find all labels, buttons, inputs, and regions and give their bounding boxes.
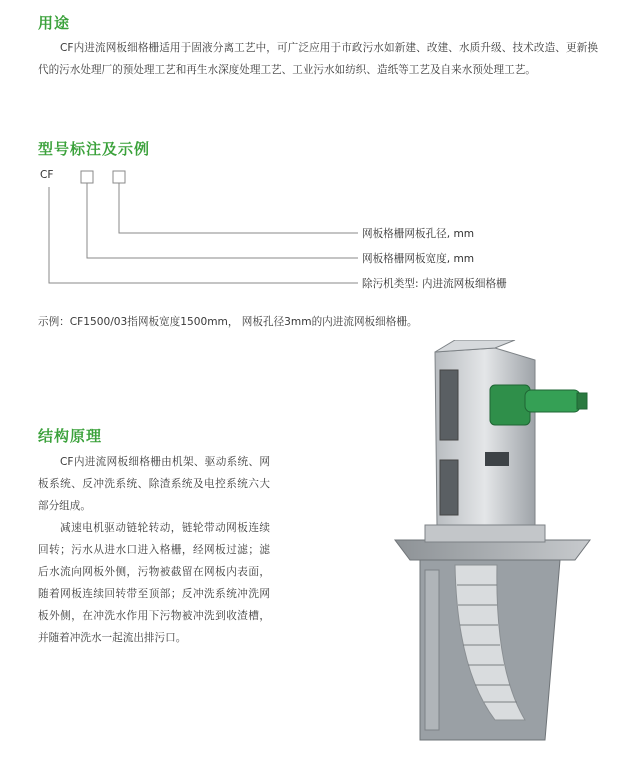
model-code-diagram xyxy=(40,165,580,300)
fine-screen-machine-image xyxy=(385,340,605,750)
leader-line-hole xyxy=(119,183,358,233)
upper-window xyxy=(440,370,458,440)
leader-line-width xyxy=(87,183,358,258)
code-box-2 xyxy=(113,171,125,183)
lower-window xyxy=(440,460,458,515)
leader-line-type xyxy=(49,187,358,283)
usage-paragraph: CF内进流网板细格栅适用于固液分离工艺中，可广泛应用于市政污水如新建、改建、水质升级、技术改造、更新换代的污水处理厂的预处理工艺和再生水深度处理工艺、工业污水如纺织、造纸等工艺及自来水预处理工艺。 xyxy=(38,42,598,76)
side-frame xyxy=(425,570,439,730)
motor-body xyxy=(525,390,580,412)
inspection-slot xyxy=(485,452,509,466)
mounting-flange xyxy=(395,540,590,560)
label-hole-size: 网板格栅网板孔径, mm xyxy=(362,228,475,240)
label-panel-width: 网板格栅网板宽度, mm xyxy=(362,253,475,265)
structure-paragraph-1: CF内进流网板细格栅由机架、驱动系统、网板系统、反冲洗系统、除渣系统及电控系统六大部分组成。 xyxy=(38,456,270,512)
usage-heading: 用途 xyxy=(38,14,71,32)
model-code: CF xyxy=(40,169,54,181)
model-heading: 型号标注及示例 xyxy=(38,140,151,158)
structure-paragraph-2: 减速电机驱动链轮转动，链轮带动网板连续回转；污水从进水口进入格栅，经网板过滤；滤后水流向网板外侧，污物被截留在网板内表面，随着网板连续回转带至顶部；反冲洗系统冲洗网板外侧，在冲洗水作用下污物被冲洗到收渣槽，并随着冲洗水一起流出排污口。 xyxy=(38,522,270,644)
model-example: 示例：CF1500/03指网板宽度1500mm， 网板孔径3mm的内进流网板细格栅。 xyxy=(38,316,418,328)
gear-motor xyxy=(490,385,530,425)
code-box-1 xyxy=(81,171,93,183)
label-machine-type: 除污机类型: 内进流网板细格栅 xyxy=(362,278,507,290)
structure-heading: 结构原理 xyxy=(38,427,103,445)
